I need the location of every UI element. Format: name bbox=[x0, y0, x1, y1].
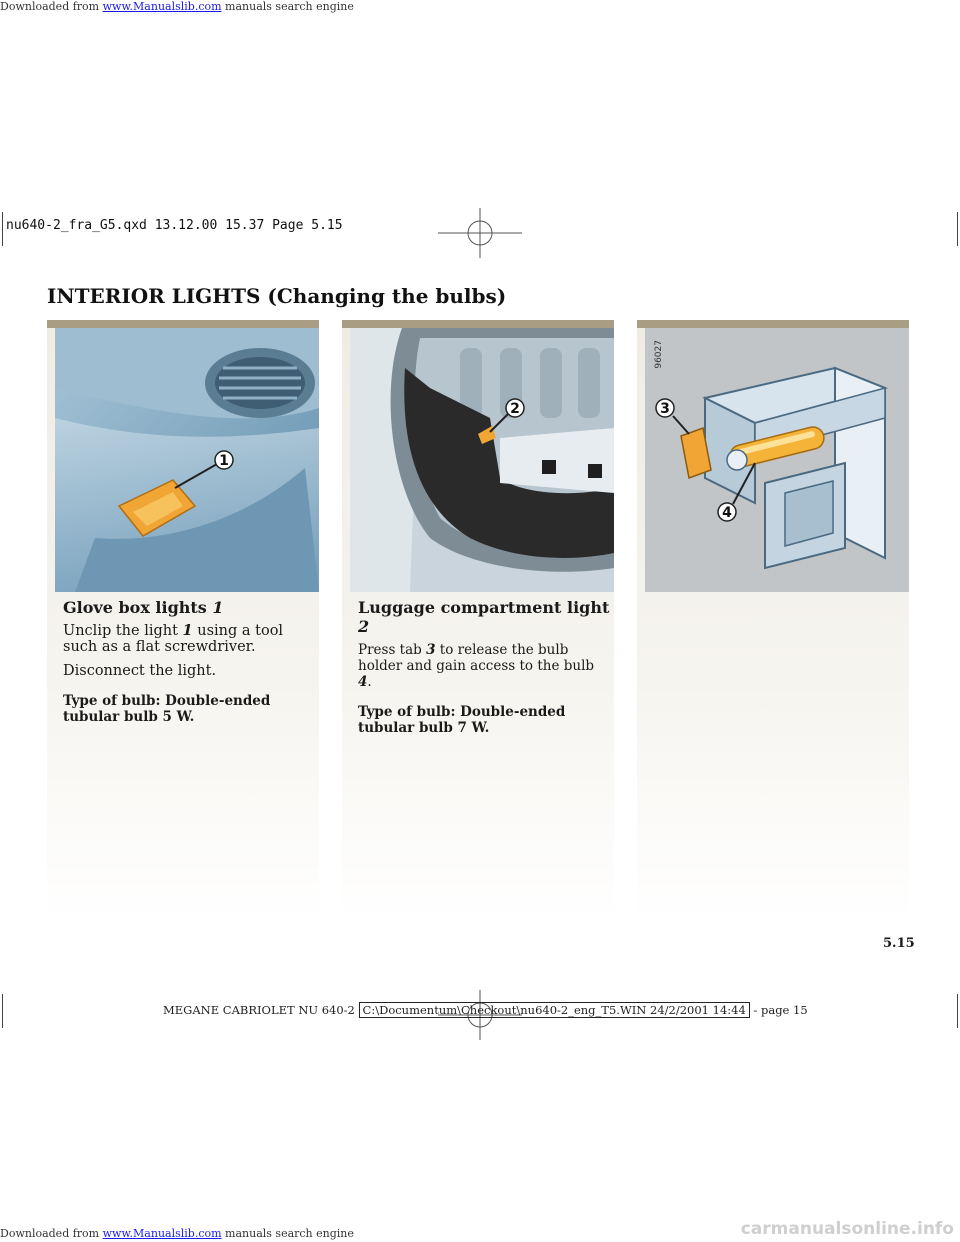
bulb-type: Type of bulb: Double-ended tubular bulb 5 W. bbox=[63, 693, 271, 725]
bulb-type: Type of bulb: Double-ended tubular bulb 7 W. bbox=[358, 704, 566, 736]
section-heading: Glove box lights 1 bbox=[63, 598, 224, 617]
crop-mark-right-bottom bbox=[957, 994, 958, 1028]
download-banner: Downloaded from www.Manualslib.com manuals search engine bbox=[0, 0, 354, 13]
page-number: 5.15 bbox=[883, 936, 915, 951]
crop-mark-right bbox=[957, 212, 958, 246]
callout-number: 2 bbox=[510, 401, 520, 417]
column-bulb-holder bbox=[637, 320, 909, 920]
bulb-holder-drawing bbox=[645, 328, 909, 592]
column-bar bbox=[47, 320, 319, 328]
luggage-text bbox=[358, 598, 612, 736]
section-heading: Luggage compartment light 2 bbox=[358, 598, 610, 636]
download-banner-bottom: Downloaded from www.Manualslib.com manuals search engine bbox=[0, 1227, 354, 1240]
watermark: carmanualsonline.info bbox=[740, 1219, 954, 1239]
crop-mark-left-bottom bbox=[2, 994, 3, 1028]
glove-box-photo bbox=[55, 328, 319, 592]
callout-number: 4 bbox=[722, 505, 732, 521]
instruction-paragraph: Disconnect the light. bbox=[63, 663, 217, 679]
print-footer: MEGANE CABRIOLET NU 640-2 C:\Documentum\Checkout\nu640-2_eng_T5.WIN 24/2/2001 14:44 - page 15 bbox=[163, 1003, 808, 1017]
callout-number: 3 bbox=[660, 401, 670, 417]
column-bar bbox=[342, 320, 614, 328]
instruction-paragraph: Press tab 3 to release the bulb holder and gain access to the bulb 4. bbox=[358, 642, 595, 690]
column-glove-box bbox=[47, 320, 319, 920]
manualslib-link[interactable]: www.Manualslib.com bbox=[102, 0, 222, 13]
column-bar bbox=[637, 320, 909, 328]
registration-mark-top bbox=[438, 208, 522, 258]
callout-number: 1 bbox=[219, 453, 229, 469]
page-title: INTERIOR LIGHTS (Changing the bulbs) bbox=[47, 284, 507, 308]
luggage-photo bbox=[350, 328, 614, 592]
image-code: 96027 bbox=[654, 340, 664, 369]
instruction-paragraph: Unclip the light 1 using a tool such as a flat screwdriver. bbox=[63, 622, 284, 655]
manualslib-link[interactable]: www.Manualslib.com bbox=[102, 1227, 222, 1240]
print-slug: nu640-2_fra_G5.qxd 13.12.00 15.37 Page 5.15 bbox=[6, 218, 343, 233]
column-luggage bbox=[342, 320, 614, 920]
glove-box-text bbox=[63, 598, 317, 725]
crop-mark-left bbox=[2, 212, 3, 246]
